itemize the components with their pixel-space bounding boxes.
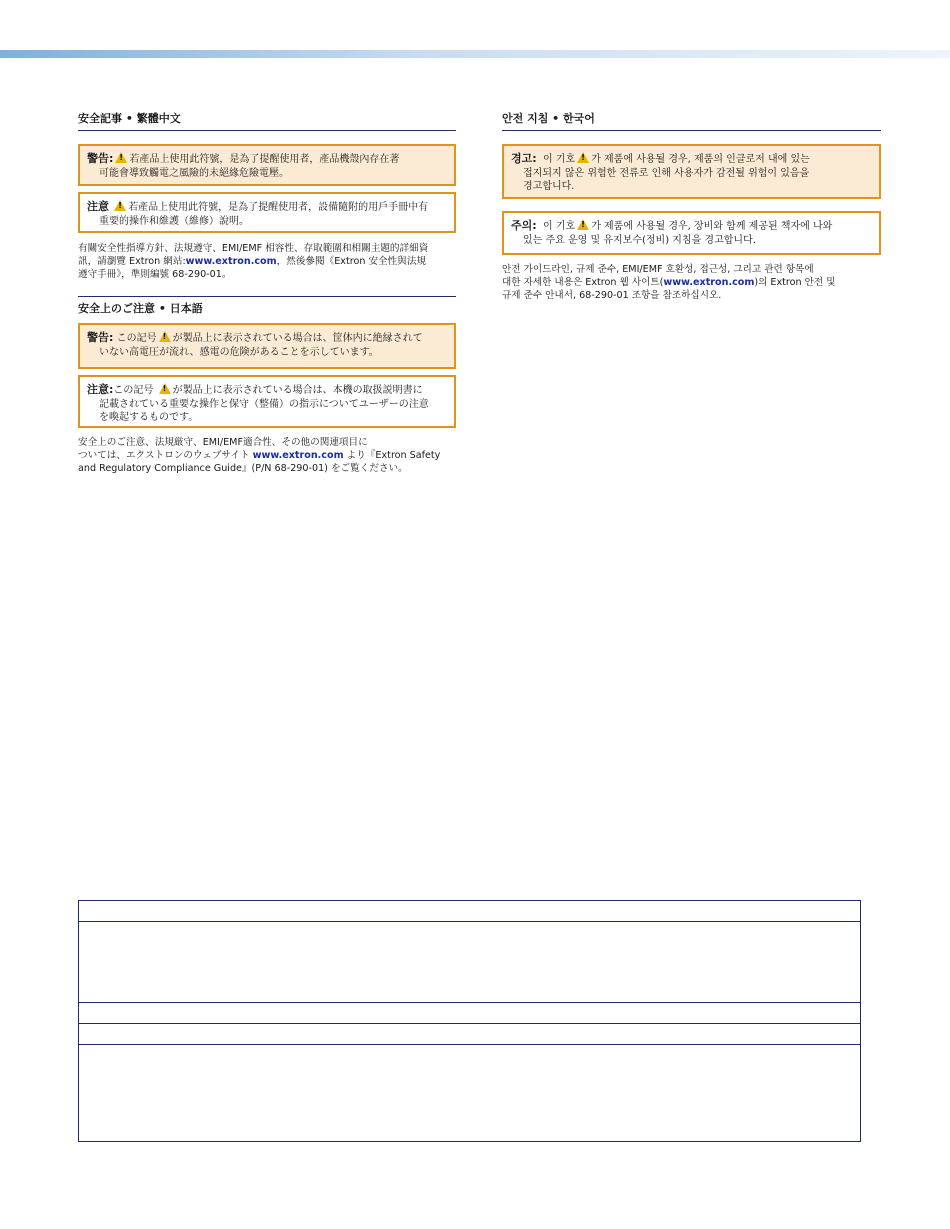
warning-triangle-icon — [114, 200, 126, 211]
extron-link-zh[interactable]: www.extron.com — [185, 256, 277, 268]
caution-box-ja: 注意:この記号 ! が製品上に表示されている場合は、本機の取扱説明書に 記載されている重要な操作と保守（整備）の指示についてユーザーの注意 を喚起するものです。 — [78, 375, 456, 428]
table-divider — [79, 1023, 860, 1024]
section-title-ko: 안전 지침 • 한국어 — [502, 110, 881, 131]
warning-triangle-icon — [159, 383, 171, 394]
caution-label-ko: 주의: — [511, 219, 537, 232]
section-ko — [502, 110, 881, 303]
caution-box-zh: 注意 ! 若產品上使用此符號，是為了提醒使用者，設備隨附的用戶手冊中有 重要的操作和維護（維修）說明。 — [78, 192, 456, 233]
extron-link-ja[interactable]: www.extron.com — [252, 450, 344, 462]
header-gradient-bar — [0, 50, 950, 58]
paragraph-ja: 安全上のご注意、法規厳守、EMI/EMF適合性、その他の関連項目に ついては、エクストロンのウェブサイト www.extron.com より『Extron Safety and Regulatory Compliance Guide』(P/N 68-290-01) をご覧ください。 — [78, 437, 441, 475]
warning-label-ko: 경고: — [511, 152, 537, 165]
paragraph-zh: 有關安全性指導方針、法規遵守、EMI/EMF 相容性、存取範圍和相關主題的詳細資 訊，請瀏覽 Extron 網站:www.extron.com，然後參閱《Extron 安全性與法規 遵守手冊》，準則編號 68-290-01。 — [78, 243, 429, 281]
empty-table-frame — [78, 900, 861, 1142]
warning-box-zh: 警告:! 若產品上使用此符號，是為了提醒使用者，產品機殼內存在著 可能會導致觸電之風險的未絕緣危險電壓。 — [78, 144, 456, 186]
warning-triangle-icon — [115, 152, 127, 163]
section-zh — [78, 110, 456, 282]
warning-box-ko: 경고: 이 기호! 가 제품에 사용될 경우, 제품의 인클로저 내에 있는 접지되지 않은 위험한 전류로 인해 사용자가 감전될 위험이 있음을 경고합니다. — [502, 144, 881, 199]
table-divider — [79, 1044, 860, 1045]
table-divider — [79, 1002, 860, 1003]
extron-link-ko[interactable]: www.extron.com — [663, 277, 755, 289]
warning-box-ja: 警告: この記号! が製品上に表示されている場合は、筐体内に絶縁されて いない高電圧が流れ、感電の危険があることを示しています。 — [78, 323, 456, 369]
table-divider — [79, 921, 860, 922]
caution-box-ko: 주의: 이 기호! 가 제품에 사용될 경우, 장비와 함께 제공된 책자에 나와 있는 주요 운영 및 유지보수(정비) 지침을 경고합니다. — [502, 211, 881, 255]
section-ja — [78, 296, 456, 476]
warning-triangle-icon — [577, 219, 589, 230]
warning-triangle-icon — [577, 152, 589, 163]
section-title-zh: 安全記事 • 繁體中文 — [78, 110, 456, 131]
warning-label-zh: 警告: — [87, 152, 114, 165]
warning-label-ja: 警告: — [87, 331, 114, 344]
section-title-ja: 安全上のご注意 • 日本語 — [78, 296, 456, 320]
caution-label-ja: 注意: — [87, 383, 114, 396]
warning-triangle-icon — [159, 331, 171, 342]
caution-label-zh: 注意 — [87, 200, 109, 213]
paragraph-ko: 안전 가이드라인, 규제 준수, EMI/EMF 호환성, 접근성, 그리고 관련 항목에 대한 자세한 내용은 Extron 웹 사이트(www.extron.com)의 Extron 안전 및 규제 준수 안내서, 68-290-01 조항을 참조하십시오. — [502, 264, 836, 302]
